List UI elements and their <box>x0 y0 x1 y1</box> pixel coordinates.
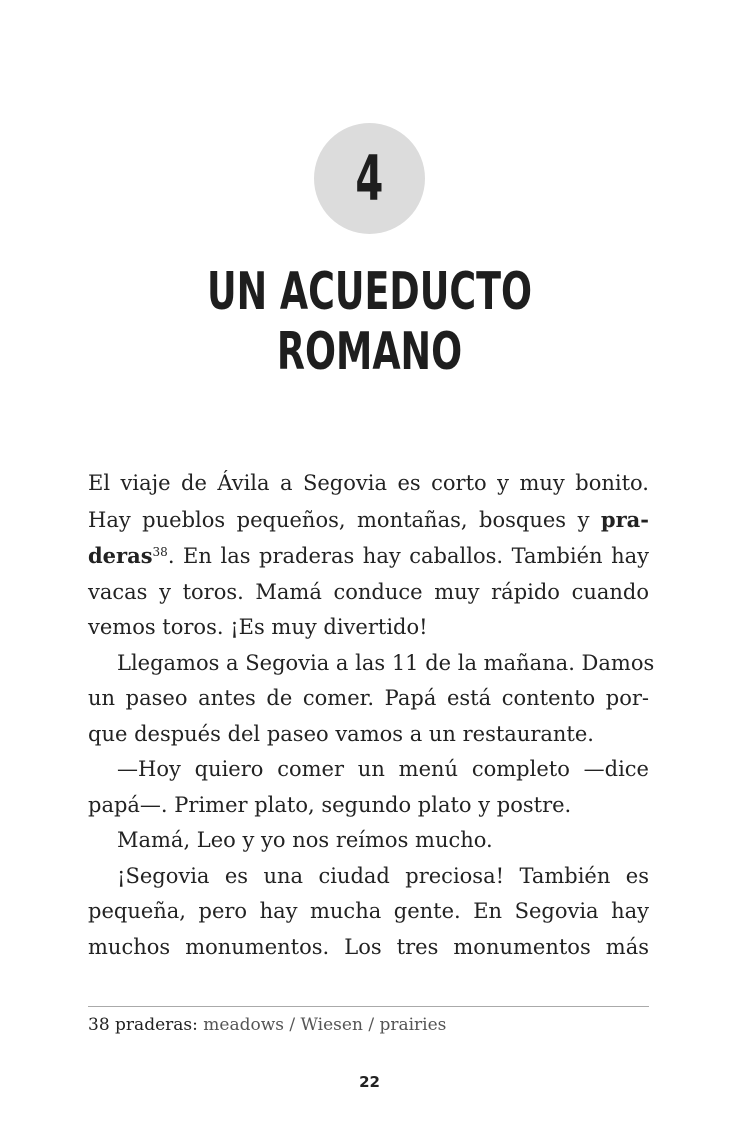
text-line <box>88 538 649 575</box>
footnote-divider <box>88 1006 649 1007</box>
text-segment: Hay pueblos pequeños, montañas, bosques y <box>88 507 601 532</box>
text-line: vemos toros. ¡Es muy divertido! <box>88 615 428 639</box>
text-line: Llegamos a Segovia a las 11 de la mañana. Damos <box>117 650 655 675</box>
text-line: papá—. Primer plato, segundo plato y postre. <box>88 792 572 817</box>
text-line: —Hoy quiero comer un menú completo —dice <box>117 757 649 781</box>
glossary-term: pra- <box>600 506 649 532</box>
footnote-term: praderas: <box>115 1015 198 1035</box>
text-line: pequeña, pero hay mucha gente. En Segovia hay <box>88 899 649 923</box>
page-number: 22 <box>359 1073 380 1091</box>
footnote-gloss: meadows / Wiesen / prairies <box>203 1015 447 1035</box>
text-line: Mamá, Leo y yo nos reímos mucho. <box>117 828 493 852</box>
chapter-title-line-1: UN ACUEDUCTO <box>206 262 533 322</box>
chapter-title <box>0 262 739 382</box>
chapter-title-line-2: ROMANO <box>276 322 463 382</box>
text-line: muchos monumentos. Los tres monumentos más <box>88 934 649 959</box>
text-line <box>88 502 649 539</box>
footnote-number: 38 <box>88 1015 110 1035</box>
text-line: El viaje de Ávila a Segovia es corto y muy bonito. <box>88 471 649 495</box>
text-line: vacas y toros. Mamá conduce muy rápido cuando <box>88 579 649 604</box>
text-line: que después del paseo vamos a un restaurante. <box>88 721 594 746</box>
text-line: un paseo antes de comer. Papá está contento por- <box>88 686 649 710</box>
text-line: ¡Segovia es una ciudad preciosa! También es <box>117 863 649 888</box>
chapter-number-badge <box>314 123 425 234</box>
footnote-ref: 38 <box>152 545 168 559</box>
footnote <box>88 1013 649 1037</box>
text-segment: . En las praderas hay caballos. También hay <box>167 544 649 568</box>
glossary-term: deras <box>88 543 153 568</box>
body-text <box>88 466 655 965</box>
chapter-number: 4 <box>355 141 384 215</box>
